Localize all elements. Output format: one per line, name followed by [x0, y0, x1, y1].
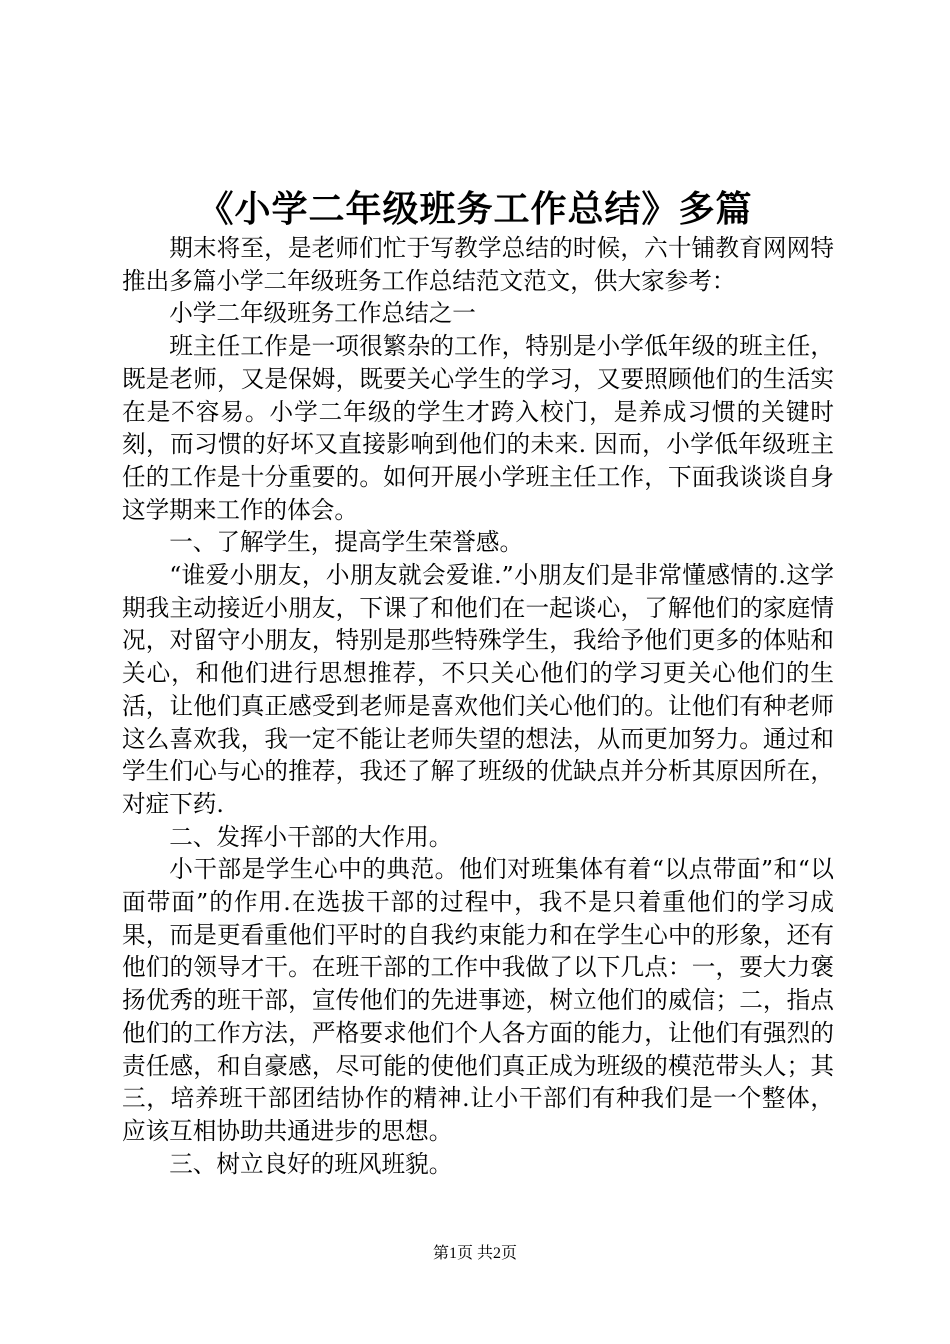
- paragraph-intro: 期末将至，是老师们忙于写教学总结的时候，六十铺教育网网特推出多篇小学二年级班务工作总结范文范文，供大家参考：: [122, 234, 834, 295]
- paragraph: “谁爱小朋友，小朋友就会爱谁.”小朋友们是非常懂感情的.这学期我主动接近小朋友，下课了和他们在一起谈心，了解他们的家庭情况，对留守小朋友，特别是那些特殊学生，我给予他们更多的体贴和关心，和他们进行思想推荐，不只关心他们的学习更关心他们的生活，让他们真正感受到老师是喜欢他们关心他们的。让他们有种老师这么喜欢我，我一定不能让老师失望的想法，从而更加努力。通过和学生们心与心的推荐，我还了解了班级的优缺点并分析其原因所在，对症下药.: [122, 561, 834, 818]
- document-title: 《小学二年级班务工作总结》多篇: [197, 189, 753, 230]
- section-heading: 三、树立良好的班风班貌。: [169, 1149, 453, 1178]
- document-body: [122, 232, 834, 1180]
- section-heading: 一、了解学生，提高学生荣誉感。: [169, 528, 524, 557]
- page-footer: 第1页 共2页: [432, 1245, 517, 1262]
- section-heading: 二、发挥小干部的大作用。: [169, 822, 453, 851]
- paragraph: 班主任工作是一项很繁杂的工作，特别是小学低年级的班主任，既是老师，又是保姆，既要关心学生的学习，又要照顾他们的生活实在是不容易。小学二年级的学生才跨入校门，是养成习惯的关键时刻，而习惯的好坏又直接影响到他们的未来. 因而，小学低年级班主任的工作是十分重要的。如何开展小学班主任工作，下面我谈谈自身这学期来工作的体会。: [122, 332, 834, 524]
- paragraph: 小干部是学生心中的典范。他们对班集体有着“以点带面”和“以面带面”的作用.在选拔干部的过程中，我不是只着重他们的学习成果，而是更看重他们平时的自我约束能力和在学生心中的形象，还有他们的领导才干。在班干部的工作中我做了以下几点：一，要大力褒扬优秀的班干部，宣传他们的先进事迹，树立他们的威信；二，指点他们的工作方法，严格要求他们个人各方面的能力，让他们有强烈的责任感，和自豪感，尽可能的使他们真正成为班级的模范带头人；其三，培养班干部团结协作的精神.让小干部们有种我们是一个整体，应该互相协助共通进步的思想。: [122, 855, 834, 1145]
- section-heading: 小学二年级班务工作总结之一: [169, 299, 476, 328]
